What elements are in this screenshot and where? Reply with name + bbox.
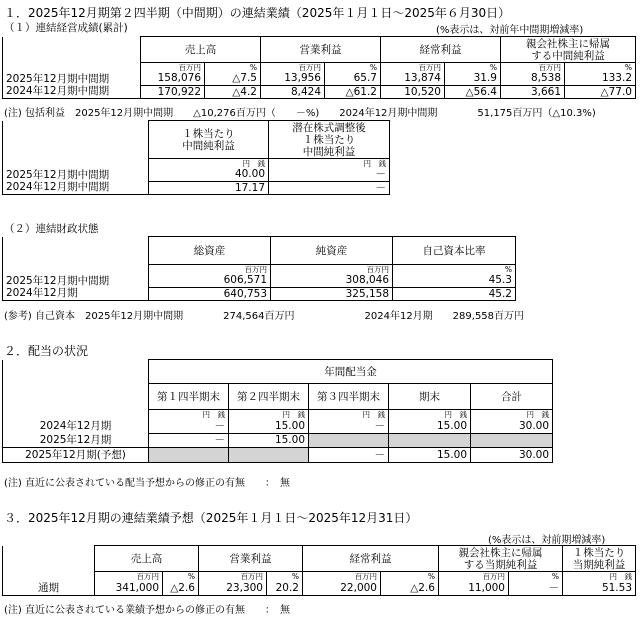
header-diluted-eps: 潜在株式調整後 １株当たり 中間純利益	[269, 121, 390, 159]
header-ordinary-profit: 経常利益	[381, 37, 501, 63]
table-row: 2025年12月期中間期 158,076 △7.5 13,956 65.7 13,874 31.9 8,538 133.2	[3, 72, 636, 85]
header-total: 合計	[471, 384, 553, 410]
header-sales: 売上高	[95, 546, 199, 572]
header-net-assets: 純資産	[271, 237, 393, 265]
section2-title: ２．配当の状況	[4, 344, 89, 358]
table-row: 2024年12月期中間期 170,922 △4.2 8,424 △61.2 10,520 △56.4 3,661 △77.0	[3, 85, 636, 98]
header-net-profit: 親会社株主に帰属 する当期純利益	[439, 546, 563, 572]
header-q3: 第３四半期末	[309, 384, 389, 410]
header-operating-profit: 営業利益	[261, 37, 381, 63]
header-ordinary-profit: 経常利益	[303, 546, 439, 572]
table-row: 2025年12月期 － 15.00	[3, 433, 553, 447]
comprehensive-income-note: (注) 包括利益 2025年12月期中間期 △10,276百万円（ －%) 2024年12月期中間期 51,175百万円（△10.3%)	[4, 108, 596, 119]
table-row: 2025年12月期中間期 606,571 308,046 45.3	[3, 274, 516, 287]
table-row: 2025年12月期(予想) － 15.00 30.00	[3, 447, 553, 462]
table-row: 2024年12月期中間期 17.17 －	[3, 181, 390, 194]
table-row: 2024年12月期 － 15.00 － 15.00 30.00	[3, 419, 553, 433]
financial-position-table: 総資産 純資産 自己資本比率 百万円 百万円 % 2025年12月期中間期 606,571 308,046 45.3 2024年12月期 640,753 325,158 45.2	[2, 236, 516, 301]
subsection-financial-position: （２）連結財政状態	[4, 223, 99, 235]
header-net-profit: 親会社株主に帰属 する中間純利益	[501, 37, 636, 63]
forecast-table: 売上高 営業利益 経常利益 親会社株主に帰属 する当期純利益 １株当たり 当期純利益 百万円 % 百万円 % 百万円 % 百万円 % 円 銭 通期 341,000 △2.6 23,300 20.2 22,000 △2.6 11,000 － 51.53	[2, 545, 636, 596]
table-row: 2025年12月期中間期 40.00 －	[3, 168, 390, 181]
header-q2: 第２四半期末	[229, 384, 309, 410]
dividend-note: (注) 直近に公表されている配当予想からの修正の有無 ： 無	[4, 478, 290, 489]
section1-title: １．2025年12月期第２四半期（中間期）の連結業績（2025年１月１日～2025年６月30日）	[4, 6, 511, 20]
header-operating-profit: 営業利益	[199, 546, 303, 572]
operating-results-table: 売上高 営業利益 経常利益 親会社株主に帰属 する中間純利益 百万円 % 百万円 % 百万円 % 百万円 % 2025年12月期中間期 158,076 △7.5 13,956 65.7 13,874 31.9 8,538 133.2 2024年12月期中間期 170,922 △4.2 8,424 △61.2 10,520 △56.4 3,661 △77.0	[2, 36, 636, 99]
forecast-note: (注) 直近に公表されている業績予想からの修正の有無 ： 無	[4, 605, 290, 616]
header-eps: １株当たり 中間純利益	[149, 121, 269, 159]
header-equity-ratio: 自己資本比率	[393, 237, 516, 265]
header-annual-dividends: 年間配当金	[149, 360, 553, 384]
dividends-table: 年間配当金 第１四半期末 第２四半期末 第３四半期末 期末 合計 円 銭 円 銭 円 銭 円 銭 円 銭 2024年12月期 － 15.00 － 15.00 30.00 2025年12月期 － 15.00 2025年12月期(予想) － 15.00 30.00	[2, 359, 553, 463]
section3-title: ３．2025年12月期の連結業績予想（2025年１月１日～2025年12月31日）	[4, 511, 418, 525]
equity-note: (参考) 自己資本 2025年12月期中間期 274,564百万円 2024年12月期 289,558百万円	[4, 311, 525, 322]
header-year-end: 期末	[389, 384, 471, 410]
table-row: 通期 341,000 △2.6 23,300 20.2 22,000 △2.6 11,000 － 51.53	[3, 581, 636, 595]
forecast-percent-note: (%表示は、対前期増減率)	[488, 535, 606, 546]
header-eps: １株当たり 当期純利益	[563, 546, 636, 572]
percent-note: (%表示は、対前年中間期増減率)	[436, 25, 584, 36]
header-q1: 第１四半期末	[149, 384, 229, 410]
header-total-assets: 総資産	[149, 237, 271, 265]
subsection-operating-results: （１）連結経営成績(累計)	[4, 22, 128, 34]
table-row: 2024年12月期 640,753 325,158 45.2	[3, 287, 516, 300]
header-sales: 売上高	[141, 37, 261, 63]
eps-table: １株当たり 中間純利益 潜在株式調整後 １株当たり 中間純利益 円 銭 円 銭 2025年12月期中間期 40.00 － 2024年12月期中間期 17.17 －	[2, 120, 390, 195]
